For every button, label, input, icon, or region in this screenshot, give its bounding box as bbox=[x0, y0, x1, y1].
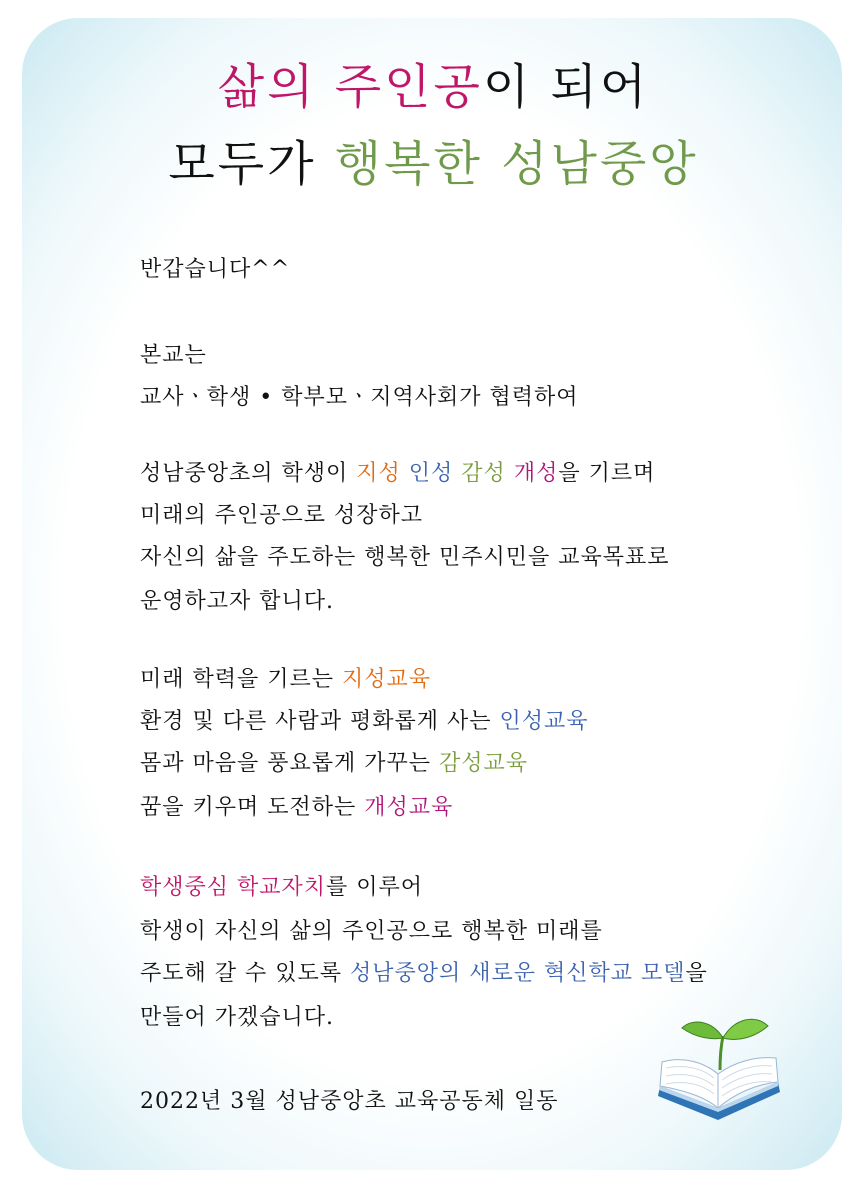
keyword-jiseong: 지성 bbox=[356, 461, 401, 486]
signature: 2022년 3월 성남중앙초 교육공동체 일동 bbox=[140, 1089, 559, 1114]
edu-gamseong: 감성교육 bbox=[439, 751, 529, 776]
space bbox=[401, 461, 409, 486]
space bbox=[506, 461, 514, 486]
goal-line-4: 운영하고자 합니다. bbox=[140, 589, 335, 614]
vision-text-end: 을 bbox=[685, 961, 708, 986]
title-line-2 bbox=[0, 125, 867, 194]
open-book-with-sprout-icon bbox=[652, 1012, 786, 1122]
edu-text: 몸과 마음을 풍요롭게 가꾸는 bbox=[140, 751, 439, 776]
edu-text: 꿈을 키우며 도전하는 bbox=[140, 795, 365, 820]
title-line-1-rest: 이 되어 bbox=[482, 59, 650, 115]
keyword-inseong: 인성 bbox=[408, 461, 454, 486]
edu-line-1 bbox=[140, 662, 431, 693]
vision-highlight: 학생중심 학교자치 bbox=[140, 875, 327, 900]
goal-line-2: 미래의 주인공으로 성장하고 bbox=[140, 503, 424, 528]
title-line-2-start: 모두가 bbox=[168, 136, 335, 192]
title-highlight-happy-school: 행복한 성남중앙 bbox=[334, 136, 699, 192]
intro-line-2: 교사ㆍ학생 • 학부모ㆍ지역사회가 협력하여 bbox=[140, 385, 579, 410]
vision-line-2: 학생이 자신의 삶의 주인공으로 행복한 미래를 bbox=[140, 919, 603, 944]
title-line-1 bbox=[0, 48, 867, 117]
goal-text-end: 을 기르며 bbox=[558, 461, 656, 486]
vision-line-1 bbox=[140, 870, 423, 901]
edu-gaeseong: 개성교육 bbox=[364, 795, 454, 820]
vision-text: 주도해 갈 수 있도록 bbox=[140, 961, 350, 986]
edu-text: 미래 학력을 기르는 bbox=[140, 667, 342, 692]
keyword-gaeseong: 개성 bbox=[513, 461, 559, 486]
edu-inseong: 인성교육 bbox=[499, 709, 589, 734]
keyword-gamseong: 감성 bbox=[461, 461, 506, 486]
edu-line-4 bbox=[140, 790, 453, 821]
goal-line-3: 자신의 삶을 주도하는 행복한 민주시민을 교육목표로 bbox=[140, 545, 670, 570]
edu-line-2 bbox=[140, 704, 589, 735]
greeting: 반갑습니다^^ bbox=[140, 257, 291, 282]
goal-line-1 bbox=[140, 456, 655, 487]
vision-highlight-model: 성남중앙의 새로운 혁신학교 모델 bbox=[350, 961, 686, 986]
vision-line-3 bbox=[140, 956, 708, 987]
edu-text: 환경 및 다른 사람과 평화롭게 사는 bbox=[140, 709, 500, 734]
intro-line-1: 본교는 bbox=[140, 343, 207, 368]
vision-line-4: 만들어 가겠습니다. bbox=[140, 1005, 335, 1030]
goal-text: 성남중앙초의 학생이 bbox=[140, 461, 357, 486]
edu-line-3 bbox=[140, 746, 528, 777]
edu-jiseong: 지성교육 bbox=[342, 667, 432, 692]
vision-text: 를 이루어 bbox=[326, 875, 424, 900]
title-highlight-protagonist: 삶의 주인공 bbox=[217, 59, 483, 115]
